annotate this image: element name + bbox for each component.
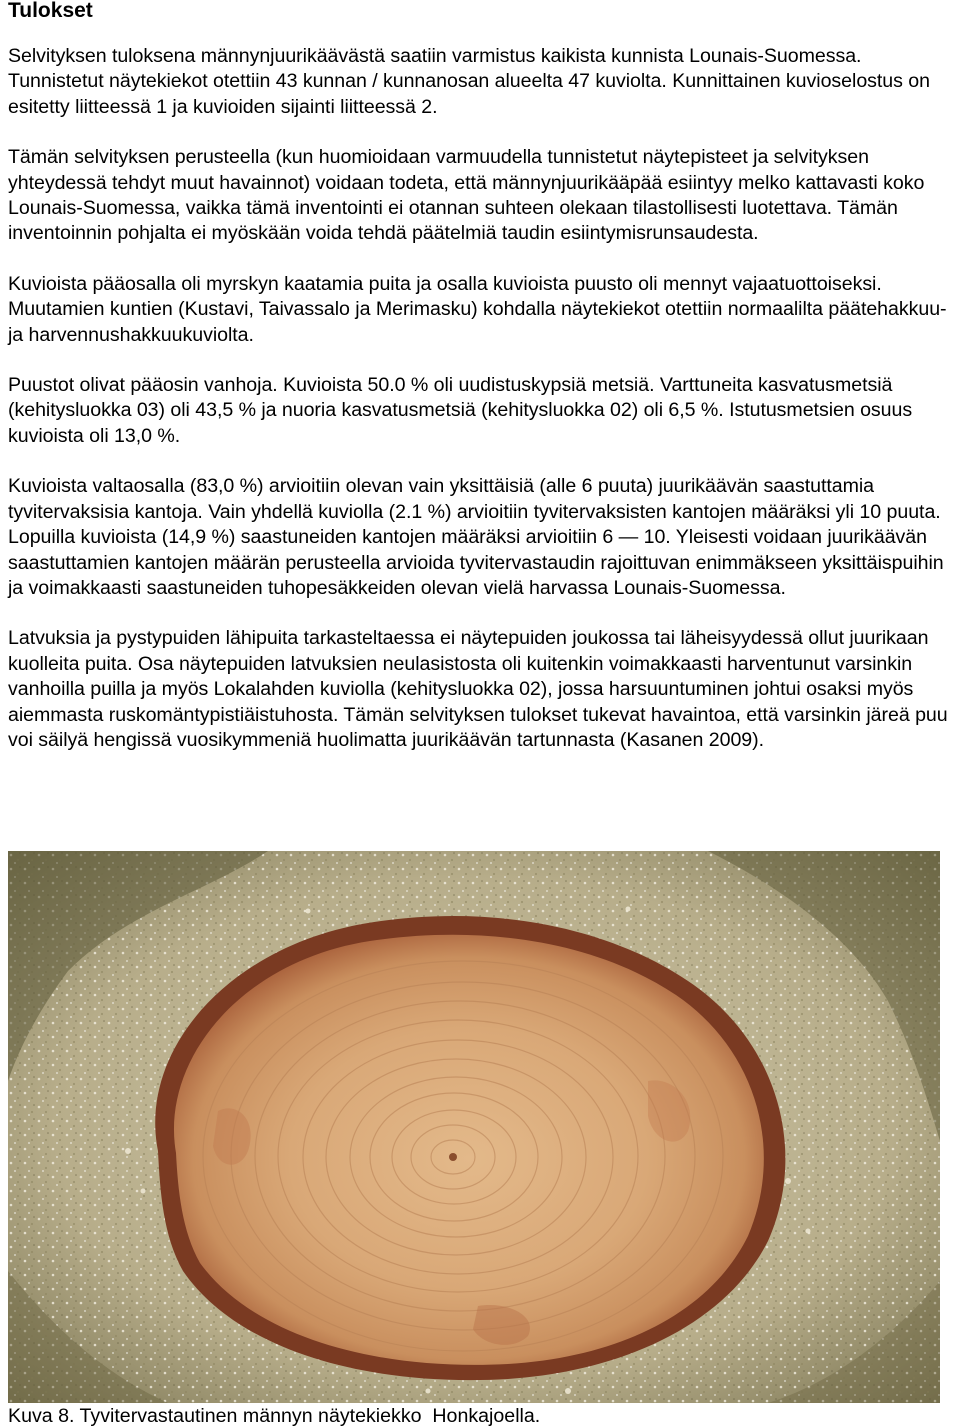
document-page — [8, 0, 952, 753]
stump-cut-face — [174, 935, 764, 1365]
figure-caption: Kuva 8. Tyvitervastautinen männyn näytekiekko Honkajoella. — [8, 1405, 541, 1427]
paragraph-6: Latvuksia ja pystypuiden lähipuita tarkasteltaessa ei näytepuiden joukossa tai läheisyydessä ollut juurikaan kuolleita puita. Osa näytepuiden latvuksien neulasistosta oli kuitenkin voimakkaasti harventunut varsinkin vanhoilla puilla ja myös Lokalahden kuviolla (kehitysluokka 02), jossa harsuuntuminen johtui osaksi myös aiemmasta ruskomäntypistiäistuhosta. Tämän selvityksen tulokset tukevat havaintoa, että varsinkin järeä puu voi säilyä hengissä vuosikymmeniä huolimatta juurikäävän tartunnasta (Kasanen 2009). — [8, 627, 948, 751]
pith-center — [449, 1153, 457, 1161]
section-heading: Tulokset — [8, 0, 93, 22]
paragraph-1: Selvityksen tuloksena männynjuurikäävästä saatiin varmistus kaikista kunnista Lounais-Suomessa. Tunnistetut näytekiekot otettiin 43 kunnan / kunnanosan alueelta 47 kuviolta. Kunnittainen kuvioselostus on esitetty liitteessä 1 ja kuvioiden sijainti liitteessä 2. — [8, 45, 930, 118]
paragraph-4: Puustot olivat pääosin vanhoja. Kuvioista 50.0 % oli uudistuskypsiä metsiä. Varttuneita kasvatusmetsiä (kehitysluokka 03) oli 43,5 % ja nuoria kasvatusmetsiä (kehitysluokka 02) oli 6,5 %. Istutusmetsien osuus kuvioista oli 13,0 %. — [8, 374, 913, 447]
paragraph-2: Tämän selvityksen perusteella (kun huomioidaan varmuudella tunnistetut näytepisteet ja selvityksen yhteydessä tehdyt muut havainnot) voidaan todeta, että männynjuurikääpää esiintyy melko kattavasti koko Lounais-Suomessa, vaikka tämä inventointi ei otannan suhteen olekaan tilastollisesti luotettava. Tämän inventoinnin pohjalta ei myöskään voida tehdä päätelmiä taudin esiintymisrunsaudesta. — [8, 146, 925, 245]
stump-photo-illustration — [8, 851, 940, 1403]
stump-photo — [8, 851, 940, 1403]
paragraph-3: Kuvioista pääosalla oli myrskyn kaatamia puita ja osalla kuvioista puusto oli mennyt vajaatuottoiseksi. Muutamien kuntien (Kustavi, Taivassalo ja Merimasku) kohdalla näytekiekot otettiin normaalilta päätehakkuu- ja harvennushakkuukuviolta. — [8, 272, 947, 346]
paragraph-5: Kuvioista valtaosalla (83,0 %) arvioitiin olevan vain yksittäisiä (alle 6 puuta) juurikäävän saastuttamia tyvitervaksisia kantoja. Vain yhdellä kuviolla (2.1 %) arvioitiin tyvitervaksisten kantojen määräksi yli 10 puuta. Lopuilla kuvioista (14,9 %) saastuneiden kantojen määräksi arvioitiin 6 — 10. Yleisesti voidaan juurikäävän saastuttamien kantojen määrän perusteella arvioida tyvitervastaudin rajoittuvan enimmäkseen yksittäispuihin ja voimakkaasti saastuneiden tuhopesäkkeiden olevan vielä harvassa Lounais-Suomessa. — [8, 475, 944, 599]
